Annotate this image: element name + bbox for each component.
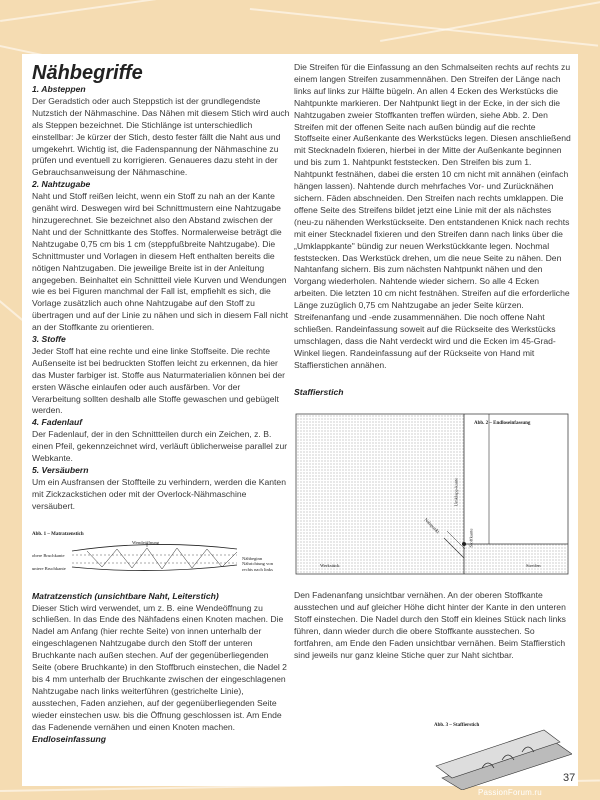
section-nahtzugabe-heading: 2. Nahtzugabe <box>32 179 91 190</box>
matratzenstich-diagram <box>32 527 290 591</box>
background-thread <box>0 0 297 21</box>
section-absteppen-text: Der Geradstich oder auch Steppstich ist der grundlegendste Nutzstich der Nähmaschine. Das Nähen mit diesem Stich wird auch als Steppen bezeichnet. Die Stichlänge ist unterschiedlich einstellbar: Je kürzer der Stich, desto fester fällt die Naht aus und umgekehrt. Wichtig ist, die Fadenspannung der Nähmaschine zu prüfen und eventuell zu korrigieren. Genaueres dazu steht in der Gebrauchsanweisung der Nähmaschine. <box>32 95 290 178</box>
figure-2-streifen-label: Streifen <box>526 563 541 569</box>
staffierstich-diagram <box>432 720 572 790</box>
background-thread <box>0 300 23 320</box>
section-nahtzugabe-text: Naht und Stoff reißen leicht, wenn ein Stoff zu nah an der Kante genäht wird. Deswegen wird bei Schnittmustern eine Nahtzugabe hinzugerechnet. Sie bezeichnet also den Abstand zwischen der Naht und der Schnittkante des Stoffes. Normalerweise beträgt die Nahtzugabe 0,75 cm bis 1 cm (steppfußbreite Nahtzugabe). Die Schnittmuster und Vorlagen in diesem Heft enthalten bereits die nötigen Nahtzugaben. Die jeweilige Breite ist in der Anleitung angegeben. Beinhaltet ein Schnittteil viele Kurven und Wendungen wie es bei Figuren manchmal der Fall ist, empfiehlt es sich, die Vorlage zusätzlich auch ohne Nahtzugabe auf den Stoff zu übertragen und auf der Linie zu nähen und sich in diesem Fall nicht an der Stoffkante zu orientieren. <box>32 191 289 333</box>
section-matratzenstich-heading: Matratzenstich (unsichtbare Naht, Leiterstich) <box>32 590 219 601</box>
figure-2-umklappkante-label: Umklapp-kante <box>453 478 459 507</box>
left-column <box>32 62 290 745</box>
figure-1-title: Abb. 1 – Matratzenstich <box>32 531 84 537</box>
section-absteppen-heading: 1. Absteppen <box>32 84 86 94</box>
figure-2-stoffkante-label: Stoffkante <box>468 528 474 548</box>
figure-1-obere-label: obere Bruchkante <box>32 552 65 558</box>
section-matratzenstich-text: Dieser Stich wird verwendet, um z. B. eine Wendeöffnung zu schließen. In das Ende des Nähfadens einen Knoten machen. Die Nadel am Anfang (hier rechte Seite) von innen unterhalb der eingeschlagenen Nahtzugabe durch den Stoff der unteren Bruchkante nach außen stechen. Auf der gegenüberliegenden Seite (obere Bruchkante) in den Stoffbruch einstechen, die Nadel 2 bis 4 mm unterhalb der Bruchkante zwischen der eingeschlagenen Nahtzugabe nach links weiterführen (gestrichelte Linie), ausstechen, Faden anziehen, auf der gegenüberliegenden Seite wieder einstechen usw. bis die Öffnung geschlossen ist. Am Ende das Fadenende vernähen und einen Knoten machen. <box>32 602 287 732</box>
section-stoffe-text: Jeder Stoff hat eine rechte und eine linke Stoffseite. Die rechte Außenseite ist bei bedruckten Stoffen leicht zu erkennen, da hier das Muster farbiger ist. Stoffe aus Naturmaterialien können bei der ersten Wäsche einlaufen oder auch ausfärben. Vor der Verarbeitung sollten deshalb alle Stoffe gewaschen und gebügelt werden. <box>32 345 286 416</box>
figure-staffierstich <box>432 720 572 790</box>
section-endloseinfassung-heading: Endloseinfassung <box>32 733 107 744</box>
background-thread <box>380 0 600 41</box>
watermark: PassionForum.ru <box>478 788 542 797</box>
figure-2-nahtpunkt-label: Nahtpunkt <box>423 517 441 535</box>
page-title: Nähbegriffe <box>32 62 143 84</box>
figure-1-naehbeginn-line-2: Nährichtung von <box>242 561 274 567</box>
section-stoffe-heading: 3. Stoffe <box>32 334 66 345</box>
figure-2-title: Abb. 2 – Endloseinfassung <box>474 421 531 427</box>
figure-1-untere-label: untere Bruchkante <box>32 565 66 571</box>
page-content <box>22 54 578 786</box>
section-fadenlauf-text: Der Fadenlauf, der in den Schnittteilen durch ein Zeichen, z. B. einen Pfeil, gekennzeichnet wird, verläuft üblicherweise parallel zur Webkante. <box>32 429 288 464</box>
section-versaeubern-heading: 5. Versäubern <box>32 465 89 475</box>
section-staffierstich-heading: Staffierstich <box>294 386 344 397</box>
page-number: 37 <box>563 772 576 784</box>
endloseinfassung-text: Die Streifen für die Einfassung an den Schmalseiten rechts auf rechts zu einem langen Streifen zusammennähen. Den Streifen der Länge nach links auf links zur Hälfte bügeln. An allen 4 Ecken des Werkstücks die Nahtpunkte markieren. Der Nahtpunkt liegt in der Ecke, in der sich die Nahtzugaben zweier Stoffkanten treffen würden, siehe Abb. 2. Den Streifen mit der offenen Seite nach außen bündig auf die rechte Stoffseite einer Außenkante des Werkstücks legen. Diesen anschließend mit Stecknadeln fixieren, hierbei in der Mitte der Außenkante beginnen und bis zum 1. Nahtpunkt feststecken. Den Streifen bis zum 1. Nahtpunkt festnähen, dabei die ersten 10 cm nicht mit annähen (einfach hängen lassen). Nahtende durch mehrfaches Vor- und Zurücknähen sichern. Fäden abschneiden. Den Streifen nach rechts umklappen. Die offene Seite des Streifens bildet jetzt eine Linie mit der als nächstes (neu-zu nähenden Werkstückseite. Den entstandenen Knick nach rechts mit einer Stecknadel fixieren und den Streifen dann nach links über die „Umklappkante" bündig zur neuen Werkstückkante legen. Nochmal feststecken. Das Werkstück drehen, um die neue Seite zu nähen. Den Nahtanfang sichern. Bis zum nächsten Nahtpunkt nähen und den Vorgang wiederholen. Nahtende wieder sichern. So alle 4 Ecken arbeiten. Die letzten 10 cm nicht festnähen. Streifen auf die erforderliche Länge zuzüglich 0,75 cm Nahtzugabe an jeder Seite kürzen. Streifenanfang und -ende zusammennähen. Die noch offene Naht schließen. Randeinfassung soweit auf die Rückseite des Werkstücks umschlagen, dass die Naht verdeckt wird und die Ecken im 45-Grad-Winkel liegen. Randeinfassung auf der Rückseite von Hand mit Staffierstichen annähen. <box>294 62 571 370</box>
figure-1-naehbeginn-line-1: Nähbeginn <box>242 555 263 561</box>
figure-matratzenstich <box>32 527 290 591</box>
staffierstich-text: Den Fadenanfang unsichtbar vernähen. An der oberen Stoffkante ausstechen und auf gleicher Höhe dicht hinter der Kante in den unteren Stoff einstechen. Die Nadel durch den Stoff ein kleines Stück nach links führen, dann wieder durch die obere Stoffkante ausstechen. So fortfahren, am Ende den Faden unsichtbar vernähen. Beim Staffierstich sind jeweils nur ganz kleine Stiche quer zur Naht sichtbar. <box>294 590 566 660</box>
figure-1-naehbeginn-line-3: rechts nach links <box>242 566 273 572</box>
figure-1-wendeoeffnung-label: Wendeöffnung <box>132 539 160 545</box>
section-versaeubern-text: Um ein Ausfransen der Stoffteile zu verhindern, werden die Kanten mit Zickzackstichen oder mit der Overlock-Nähmaschine versäubert. <box>32 476 286 511</box>
background-thread <box>250 8 598 46</box>
section-fadenlauf-heading: 4. Fadenlauf <box>32 417 83 428</box>
right-column <box>294 62 571 728</box>
figure-endloseinfassung <box>294 400 571 582</box>
figure-2-werkstueck-label: Werkstück <box>320 563 340 569</box>
figure-3-title: Abb. 3 – Staffierstich <box>434 723 480 728</box>
